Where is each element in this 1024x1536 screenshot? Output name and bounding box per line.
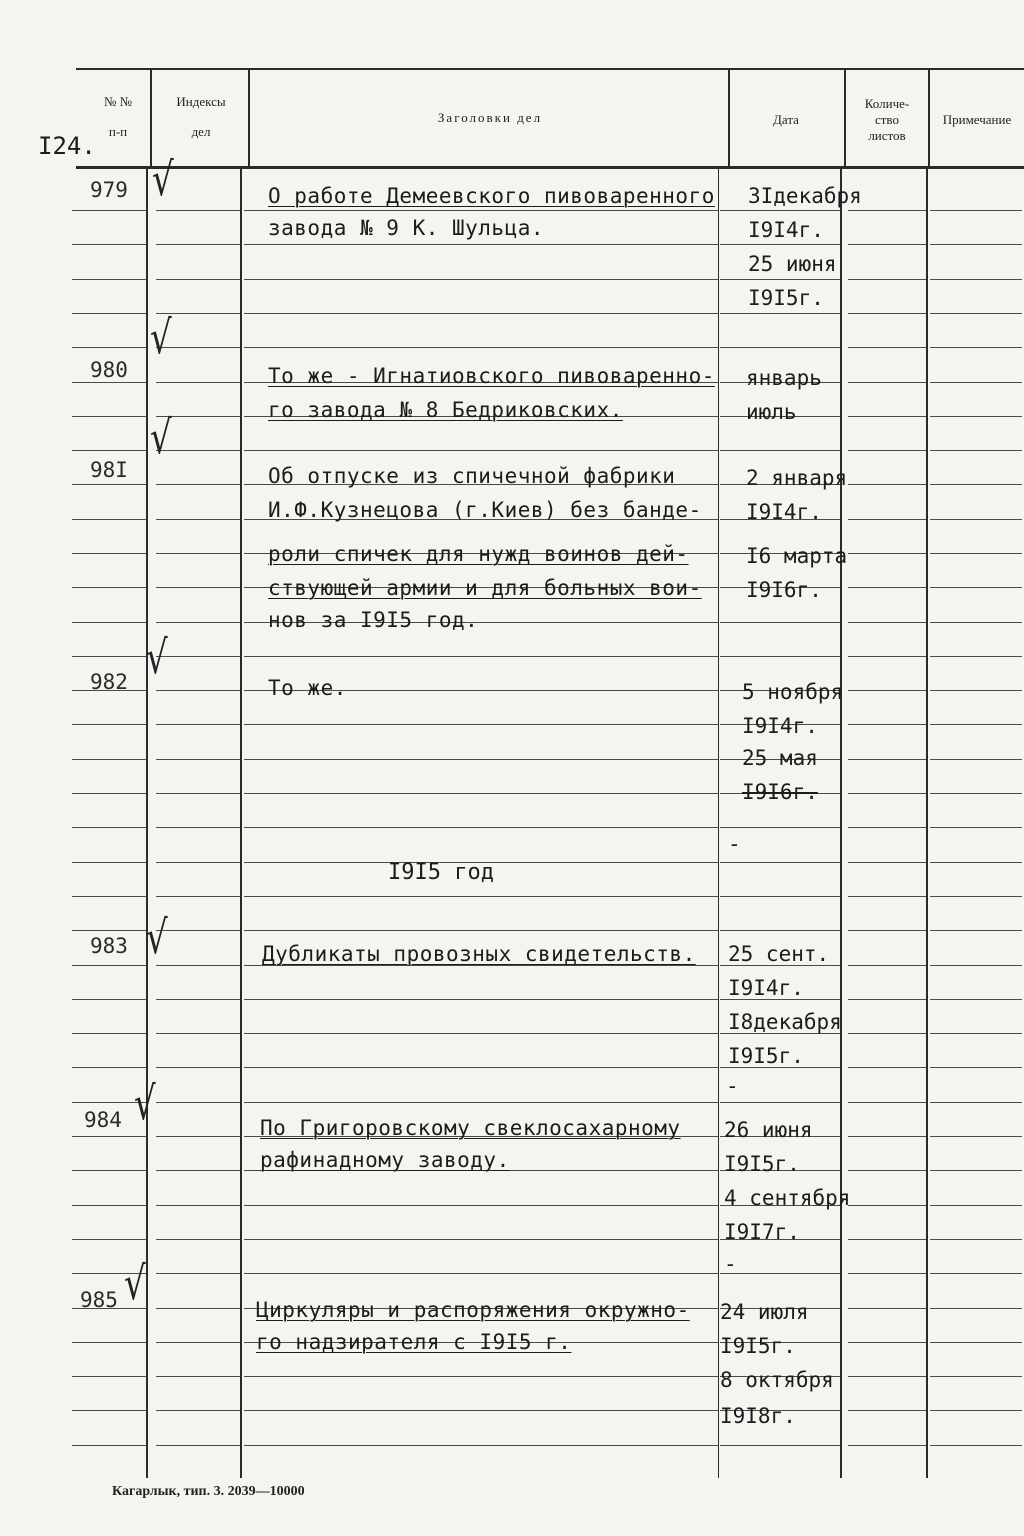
ruled-line	[156, 1205, 240, 1206]
ruled-line	[156, 519, 240, 520]
body-divider-notes	[926, 168, 928, 1478]
ruled-line	[930, 965, 1022, 966]
ruled-line	[156, 1136, 240, 1137]
ruled-line	[72, 279, 146, 280]
ruled-line	[156, 1239, 240, 1240]
ruled-line	[930, 1273, 1022, 1274]
ruled-line	[848, 519, 926, 520]
header-index-label-2: дел	[191, 124, 211, 139]
ruled-line	[930, 1239, 1022, 1240]
ruled-line	[930, 1376, 1022, 1377]
ruled-line	[156, 1376, 240, 1377]
body-divider-qty	[840, 168, 842, 1478]
dash-mark: -	[728, 832, 741, 856]
entry-date: I6 марта	[746, 544, 848, 568]
ruled-line	[848, 1445, 926, 1446]
dash-mark: -	[726, 1074, 739, 1098]
column-divider-index	[150, 70, 152, 166]
body-divider-date	[718, 168, 719, 1478]
entry-title-line: рафинадному заводу.	[260, 1148, 510, 1172]
ruled-line	[930, 930, 1022, 931]
ruled-line	[72, 1410, 146, 1411]
ruled-line	[848, 484, 926, 485]
ruled-line	[720, 279, 840, 280]
entry-date: 3Iдекабря	[748, 184, 862, 208]
ruled-line	[848, 1102, 926, 1103]
column-divider-titles	[248, 70, 250, 166]
ruled-line	[720, 1445, 840, 1446]
ruled-line	[156, 690, 240, 691]
ruled-line	[244, 1239, 718, 1240]
ruled-line	[72, 1170, 146, 1171]
ruled-line	[930, 553, 1022, 554]
ruled-line	[848, 827, 926, 828]
entry-date: 5 ноября	[742, 680, 844, 704]
ruled-line	[72, 759, 146, 760]
ruled-line	[720, 347, 840, 348]
ruled-line	[848, 313, 926, 314]
ruled-line	[930, 622, 1022, 623]
ruled-line	[930, 382, 1022, 383]
ruled-line	[72, 793, 146, 794]
column-divider-date	[728, 70, 730, 166]
entry-date: июль	[746, 400, 797, 424]
ruled-line	[930, 827, 1022, 828]
entry-date: I9I6г.	[742, 780, 818, 804]
ruled-line	[720, 1273, 840, 1274]
entry-date: 26 июня	[724, 1118, 813, 1142]
ruled-line	[848, 450, 926, 451]
header-qty-label-2: ство	[874, 112, 899, 127]
ruled-line	[72, 656, 146, 657]
ruled-line	[156, 1308, 240, 1309]
entry-number: 980	[90, 358, 128, 382]
ruled-line	[720, 450, 840, 451]
ruled-line	[848, 553, 926, 554]
entry-date: 25 мая	[742, 746, 818, 770]
check-mark-icon: √	[146, 631, 168, 685]
ruled-line	[156, 724, 240, 725]
ruled-line	[244, 759, 718, 760]
entry-number: 985	[80, 1288, 118, 1312]
ruled-line	[848, 759, 926, 760]
section-year-heading: I9I5 год	[388, 860, 494, 885]
entry-date: I9I4г.	[728, 976, 804, 1000]
entry-date: I9I5г.	[728, 1044, 804, 1068]
ruled-line	[244, 279, 718, 280]
ruled-line	[72, 622, 146, 623]
header-top-border	[76, 68, 1024, 70]
page-number: I24.	[38, 132, 96, 160]
ruled-line	[72, 210, 146, 211]
entry-title-line: Об отпуске из спичечной фабрики	[268, 464, 676, 488]
ruled-line	[930, 1102, 1022, 1103]
ruled-line	[930, 1205, 1022, 1206]
ruled-line	[848, 210, 926, 211]
entry-title-line: го завода № 8 Бедриковских.	[268, 398, 623, 422]
entry-date: I9I5г.	[720, 1334, 796, 1358]
ruled-line	[244, 1033, 718, 1034]
ruled-line	[72, 416, 146, 417]
ruled-line	[930, 759, 1022, 760]
header-notes-label: Примечание	[942, 112, 1012, 127]
body-divider-titles	[240, 168, 242, 1478]
entry-number: 979	[90, 178, 128, 202]
check-mark-icon: √	[150, 411, 172, 465]
header-num-label-2: п-п	[108, 124, 128, 139]
entry-title-line: То же.	[268, 676, 347, 700]
ruled-line	[72, 1445, 146, 1446]
ruled-line	[156, 244, 240, 245]
ruled-line	[72, 313, 146, 314]
entry-date: I9I4г.	[746, 500, 822, 524]
ruled-line	[244, 1376, 718, 1377]
check-mark-icon: √	[146, 911, 168, 965]
ruled-line	[72, 930, 146, 931]
ruled-line	[156, 484, 240, 485]
ruled-line	[72, 724, 146, 725]
ruled-line	[72, 484, 146, 485]
ruled-line	[848, 1205, 926, 1206]
ruled-line	[244, 930, 718, 931]
ruled-line	[930, 1136, 1022, 1137]
entry-title-line: То же - Игнатиовского пивоваренно-	[268, 364, 715, 388]
ruled-line	[930, 1445, 1022, 1446]
ruled-line	[848, 862, 926, 863]
ruled-line	[720, 656, 840, 657]
ruled-line	[72, 450, 146, 451]
ruled-line	[156, 656, 240, 657]
entry-number: 982	[90, 670, 128, 694]
ruled-line	[930, 1033, 1022, 1034]
entry-title-line: нов за I9I5 год.	[268, 608, 479, 632]
ruled-line	[156, 1410, 240, 1411]
ruled-line	[720, 313, 840, 314]
ruled-line	[848, 999, 926, 1000]
ruled-line	[930, 450, 1022, 451]
ruled-line	[720, 862, 840, 863]
ruled-line	[720, 244, 840, 245]
ruled-line	[930, 313, 1022, 314]
ruled-line	[244, 896, 718, 897]
ruled-line	[848, 965, 926, 966]
entry-title-line: И.Ф.Кузнецова (г.Киев) без банде-	[268, 498, 702, 522]
entry-date: I9I6г.	[746, 578, 822, 602]
ruled-line	[72, 382, 146, 383]
ruled-line	[156, 759, 240, 760]
ruled-line	[156, 1342, 240, 1343]
ruled-line	[244, 724, 718, 725]
entry-date: I9I7г.	[724, 1220, 800, 1244]
entry-date: 2 января	[746, 466, 848, 490]
ruled-line	[720, 827, 840, 828]
entry-date: 25 сент.	[728, 942, 830, 966]
entry-title-line: ствующей армии и для больных вои-	[268, 576, 702, 600]
entry-title-line: Дубликаты провозных свидетельств.	[262, 942, 696, 966]
column-divider-notes	[928, 70, 930, 166]
ruled-line	[720, 622, 840, 623]
ruled-line	[848, 347, 926, 348]
ruled-line	[848, 587, 926, 588]
ruled-line	[930, 656, 1022, 657]
ruled-line	[72, 999, 146, 1000]
ruled-line	[848, 793, 926, 794]
entry-date: I9I4г.	[748, 218, 824, 242]
ruled-line	[156, 1067, 240, 1068]
ruled-line	[72, 1342, 146, 1343]
ruled-line	[72, 1067, 146, 1068]
ruled-line	[848, 279, 926, 280]
ruled-line	[930, 519, 1022, 520]
ruled-line	[72, 553, 146, 554]
dash-mark: -	[724, 1252, 737, 1276]
entry-date: 4 сентября	[724, 1186, 851, 1210]
ruled-line	[244, 827, 718, 828]
column-divider-qty	[844, 70, 846, 166]
ruled-line	[244, 1067, 718, 1068]
ruled-line	[848, 1033, 926, 1034]
ruled-line	[848, 690, 926, 691]
ruled-line	[720, 896, 840, 897]
ruled-line	[156, 1170, 240, 1171]
ruled-line	[156, 587, 240, 588]
check-mark-icon: √	[134, 1077, 156, 1131]
ruled-line	[930, 416, 1022, 417]
ruled-line	[930, 896, 1022, 897]
ruled-line	[848, 1342, 926, 1343]
ruled-line	[930, 862, 1022, 863]
ruled-line	[72, 587, 146, 588]
ruled-line	[156, 1273, 240, 1274]
ruled-line	[848, 622, 926, 623]
ruled-line	[930, 484, 1022, 485]
ruled-line	[156, 1445, 240, 1446]
ruled-line	[720, 210, 840, 211]
ruled-line	[156, 862, 240, 863]
ruled-line	[156, 896, 240, 897]
ruled-line	[848, 1308, 926, 1309]
entry-date: 8 октября	[720, 1368, 834, 1392]
header-qty-label-3: листов	[868, 128, 906, 143]
ruled-line	[720, 1102, 840, 1103]
header-bottom-border	[76, 166, 1024, 169]
ruled-line	[72, 1376, 146, 1377]
ruled-line	[156, 793, 240, 794]
entry-date: 25 июня	[748, 252, 837, 276]
ruled-line	[156, 930, 240, 931]
ruled-line	[244, 244, 718, 245]
ruled-line	[244, 1273, 718, 1274]
entry-date: I9I8г.	[720, 1404, 796, 1428]
ruled-line	[156, 1033, 240, 1034]
ruled-line	[930, 210, 1022, 211]
entry-date: I8декабря	[728, 1010, 842, 1034]
entry-number: 983	[90, 934, 128, 958]
ruled-line	[72, 827, 146, 828]
ruled-line	[930, 690, 1022, 691]
ruled-line	[930, 587, 1022, 588]
ruled-line	[848, 416, 926, 417]
check-mark-icon: √	[150, 311, 172, 365]
ruled-line	[72, 519, 146, 520]
entry-date: 24 июля	[720, 1300, 809, 1324]
ruled-line	[244, 1410, 718, 1411]
ruled-line	[156, 279, 240, 280]
ruled-line	[930, 1342, 1022, 1343]
ruled-line	[848, 1273, 926, 1274]
ruled-line	[72, 1136, 146, 1137]
header-index-label-1: Индексы	[176, 94, 226, 109]
header-date-label: Дата	[773, 112, 799, 127]
entry-number: 98I	[90, 458, 128, 482]
ruled-line	[930, 1410, 1022, 1411]
ruled-line	[72, 896, 146, 897]
ruled-line	[156, 827, 240, 828]
ruled-line	[244, 1102, 718, 1103]
ruled-line	[72, 1205, 146, 1206]
ruled-line	[930, 244, 1022, 245]
ruled-line	[244, 210, 718, 211]
ruled-line	[72, 244, 146, 245]
ruled-line	[930, 347, 1022, 348]
ruled-line	[156, 382, 240, 383]
entry-number: 984	[84, 1108, 122, 1132]
ruled-line	[72, 862, 146, 863]
ruled-line	[244, 999, 718, 1000]
entry-title-line: Циркуляры и распоряжения окружно-	[256, 1298, 690, 1322]
ruled-line	[848, 1376, 926, 1377]
header-num-label-1: № №	[103, 94, 133, 109]
ruled-line	[244, 1205, 718, 1206]
header-titles-label: Заголовки дел	[437, 110, 543, 125]
ruled-line	[848, 724, 926, 725]
ruled-line	[156, 999, 240, 1000]
ruled-line	[930, 793, 1022, 794]
ruled-line	[156, 1102, 240, 1103]
ruled-line	[244, 793, 718, 794]
ruled-line	[848, 896, 926, 897]
body-divider-index	[146, 168, 148, 1478]
check-mark-icon: √	[152, 153, 174, 207]
printer-imprint: Кагарлык, тип. 3. 2039—10000	[112, 1484, 305, 1499]
ruled-line	[848, 1067, 926, 1068]
ruled-line	[244, 450, 718, 451]
entry-date: январь	[746, 366, 822, 390]
ruled-line	[244, 1445, 718, 1446]
entry-title-line: завода № 9 К. Шульца.	[268, 216, 545, 240]
check-mark-icon: √	[124, 1257, 146, 1311]
entry-title-line: роли спичек для нужд воинов дей-	[268, 542, 689, 566]
ruled-line	[848, 1410, 926, 1411]
ruled-line	[930, 724, 1022, 725]
entry-date: I9I5г.	[748, 286, 824, 310]
ruled-line	[930, 1308, 1022, 1309]
ruled-line	[156, 622, 240, 623]
ruled-line	[156, 965, 240, 966]
ruled-line	[848, 1136, 926, 1137]
ruled-line	[72, 347, 146, 348]
entry-date: I9I4г.	[742, 714, 818, 738]
ruled-line	[72, 1033, 146, 1034]
ruled-line	[156, 553, 240, 554]
ruled-line	[72, 1239, 146, 1240]
ruled-line	[848, 244, 926, 245]
ruled-line	[720, 930, 840, 931]
entry-title-line: го надзирателя с I9I5 г.	[256, 1330, 572, 1354]
ruled-line	[244, 347, 718, 348]
ruled-line	[848, 1170, 926, 1171]
ruled-line	[244, 313, 718, 314]
ruled-line	[930, 279, 1022, 280]
ruled-line	[848, 1239, 926, 1240]
entry-title-line: По Григоровскому свеклосахарному	[260, 1116, 681, 1140]
ruled-line	[848, 930, 926, 931]
entry-title-line: О работе Демеевского пивоваренного	[268, 184, 715, 208]
ruled-line	[72, 965, 146, 966]
header-qty-label-1: Количе-	[864, 96, 910, 111]
ruled-line	[244, 656, 718, 657]
ruled-line	[930, 999, 1022, 1000]
ruled-line	[156, 210, 240, 211]
ruled-line	[848, 656, 926, 657]
entry-date: I9I5г.	[724, 1152, 800, 1176]
ruled-line	[848, 382, 926, 383]
ruled-line	[930, 1170, 1022, 1171]
ruled-line	[930, 1067, 1022, 1068]
